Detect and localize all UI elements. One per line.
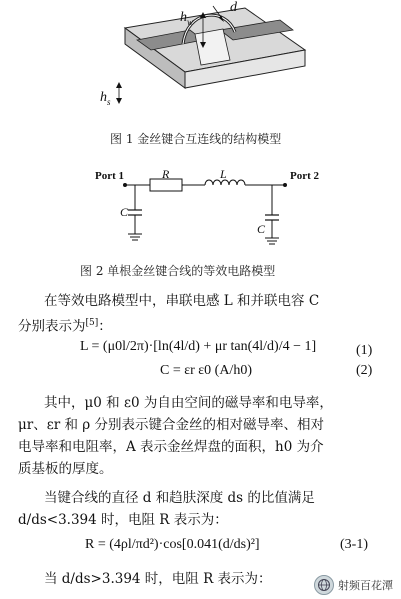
capacitor-right-label: C [257, 222, 266, 236]
capacitor-left-label: C [120, 205, 129, 219]
watermark-text: 射频百花潭 [338, 579, 393, 592]
para2-line1: 其中，μ0 和 ε0 为自由空间的磁导率和电导率， [44, 395, 333, 411]
equation-2: C = εr ε0 (A/h0) [160, 363, 252, 378]
figure1-caption: 图 1 金丝键合互连线的结构模型 [110, 132, 282, 146]
inductor-label: L [220, 167, 227, 181]
equation-1: L = (μ0l/2π)·[ln(4l/d) + μr tan(4l/d)/4 − 1] [80, 339, 317, 354]
port2-label: Port 2 [290, 170, 320, 182]
para2-line4: 质基板的厚度。 [18, 461, 113, 477]
globe-logo-icon [314, 575, 334, 595]
label-hw: $h_w$ [180, 10, 194, 27]
resistor-label: R [162, 167, 170, 181]
equation-3-1: R = (4ρl/πd²)·cos[0.041(d/ds)²] [85, 537, 260, 552]
port1-label: Port 1 [95, 170, 125, 182]
para4-line1: 当 d/ds>3.394 时，电阻 R 表示为： [44, 571, 272, 587]
label-hs: $h_s$ [100, 90, 111, 107]
para1-line2: 分别表示为[5]： [18, 318, 112, 335]
para3-line1: 当键合线的直径 d 和趋肤深度 ds 的比值满足 [44, 490, 315, 506]
para3-line2: d/ds<3.394 时，电阻 R 表示为： [18, 512, 228, 528]
para2-line2: μr、εr 和 ρ 分别表示键合金丝的相对磁导率、相对 [18, 417, 324, 433]
equation-3-1-number: (3-1) [340, 537, 368, 552]
equation-2-number: (2) [356, 363, 373, 378]
watermark [314, 575, 393, 595]
figure1-structure-drawing [95, 0, 325, 120]
equation-1-number: (1) [356, 343, 373, 358]
para2-line3: 电导率和电阻率，A 表示金丝焊盘的面积，h0 为介 [18, 439, 324, 455]
citation-ref: [5] [85, 318, 99, 328]
para1-line1: 在等效电路模型中，串联电感 L 和并联电容 C [44, 293, 320, 309]
figure2-caption: 图 2 单根金丝键合线的等效电路模型 [80, 264, 276, 278]
label-d: d [230, 0, 237, 15]
